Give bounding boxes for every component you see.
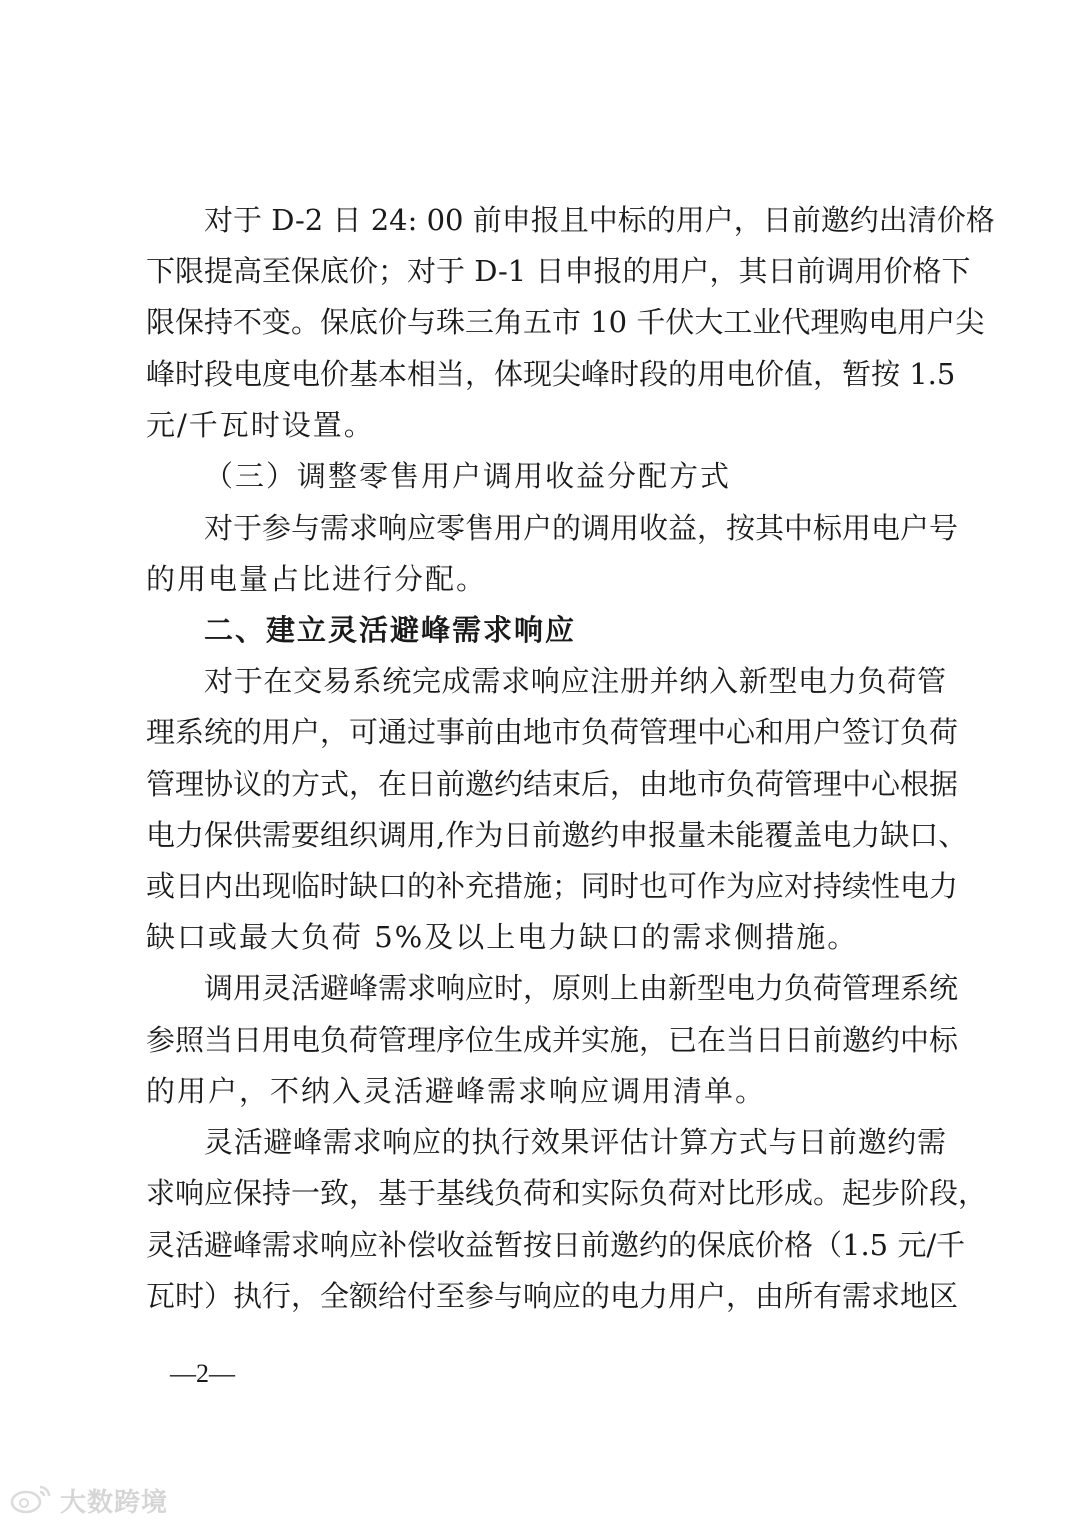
paragraph-2-line-2: 的用电量占比进行分配。 bbox=[146, 562, 488, 596]
paragraph-2-line-1: 对于参与需求响应零售用户的调用收益，按其中标用电户号 bbox=[204, 511, 959, 545]
paragraph-3-line-3: 管理协议的方式，在日前邀约结束后，由地市负荷管理中心根据 bbox=[146, 767, 959, 801]
paragraph-1-line-4: 峰时段电度电价基本相当，体现尖峰时段的用电价值，暂按 1.5 bbox=[146, 357, 956, 391]
paragraph-3-line-6: 缺口或最大负荷 5%及以上电力缺口的需求侧措施。 bbox=[146, 920, 859, 954]
subheading-three: （三）调整零售用户调用收益分配方式 bbox=[204, 459, 732, 493]
paragraph-5-line-4: 瓦时）执行，全额给付至参与响应的电力用户，由所有需求地区 bbox=[146, 1279, 959, 1313]
weibo-logo-icon bbox=[10, 1481, 54, 1519]
watermark-text: 大数跨境 bbox=[60, 1487, 169, 1518]
paragraph-3-line-4: 电力保供需要组织调用,作为日前邀约申报量未能覆盖电力缺口、 bbox=[146, 818, 968, 852]
paragraph-5-line-3: 灵活避峰需求响应补偿收益暂按日前邀约的保底价格（1.5 元/千 bbox=[146, 1228, 966, 1262]
paragraph-4-line-2: 参照当日用电负荷管理序位生成并实施，已在当日日前邀约中标 bbox=[146, 1023, 959, 1057]
paragraph-3-line-1: 对于在交易系统完成需求响应注册并纳入新型电力负荷管 bbox=[204, 664, 946, 698]
paragraph-4-line-1: 调用灵活避峰需求响应时，原则上由新型电力负荷管理系统 bbox=[204, 971, 959, 1005]
page-number: —2— bbox=[170, 1359, 235, 1388]
paragraph-1-line-1: 对于 D-2 日 24: 00 前申报且中标的用户，日前邀约出清价格 bbox=[204, 203, 995, 237]
paragraph-5-line-1: 灵活避峰需求响应的执行效果评估计算方式与日前邀约需 bbox=[204, 1125, 946, 1159]
paragraph-1-line-3: 限保持不变。保底价与珠三角五市 10 千伏大工业代理购电用户尖 bbox=[146, 305, 985, 339]
paragraph-1-line-2: 下限提高至保底价；对于 D-1 日申报的用户，其日前调用价格下 bbox=[146, 254, 971, 288]
paragraph-3-line-2: 理系统的用户，可通过事前由地市负荷管理中心和用户签订负荷 bbox=[146, 715, 959, 749]
paragraph-3-line-5: 或日内出现临时缺口的补充措施；同时也可作为应对持续性电力 bbox=[146, 869, 959, 903]
watermark bbox=[10, 1480, 168, 1520]
paragraph-1-line-5: 元/千瓦时设置。 bbox=[146, 408, 375, 442]
section-two-heading: 二、建立灵活避峰需求响应 bbox=[204, 613, 577, 647]
paragraph-5-line-2: 求响应保持一致，基于基线负荷和实际负荷对比形成。起步阶段， bbox=[146, 1176, 988, 1210]
paragraph-4-line-3: 的用户，不纳入灵活避峰需求响应调用清单。 bbox=[146, 1074, 767, 1108]
